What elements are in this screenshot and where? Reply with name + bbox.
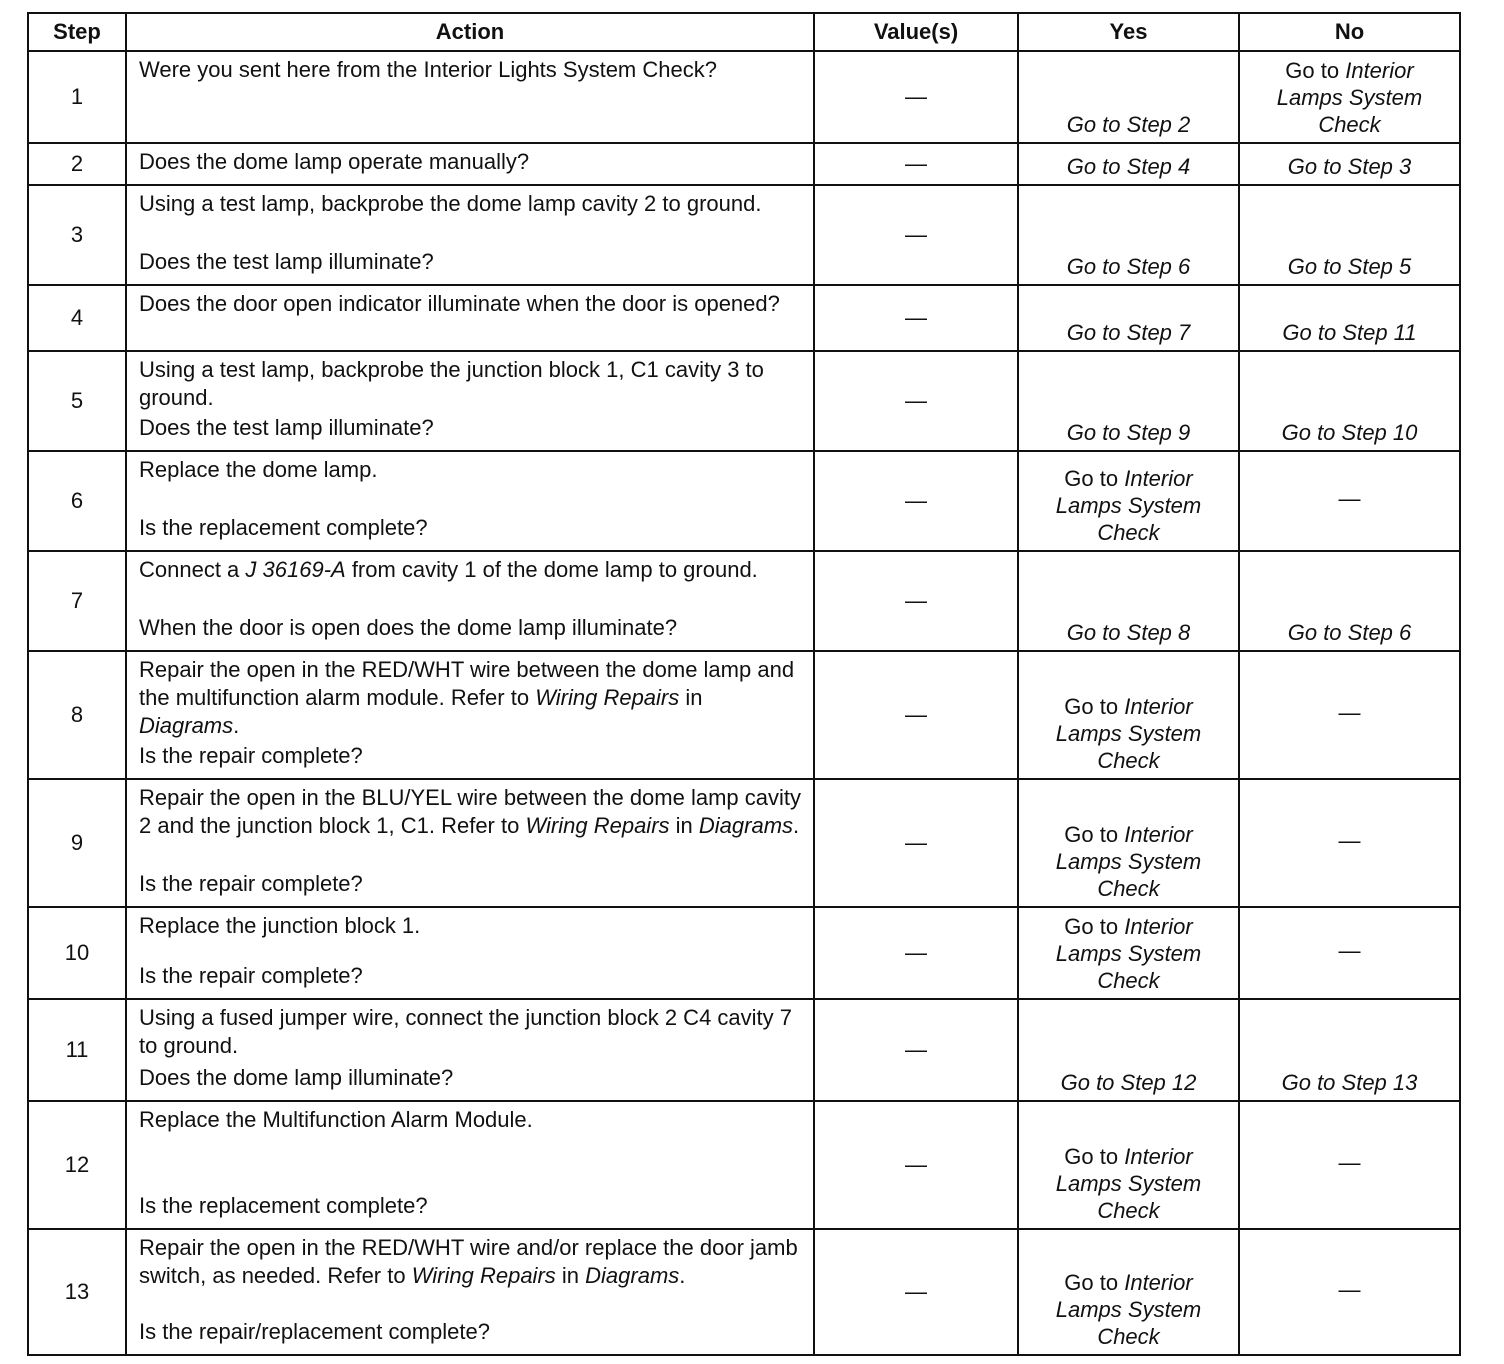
yes-link[interactable]: Go to Step 12 bbox=[1060, 1070, 1197, 1095]
yes-cell bbox=[1018, 651, 1239, 779]
step-number: 7 bbox=[28, 551, 126, 651]
yes-cell bbox=[1018, 551, 1239, 651]
value-cell: — bbox=[814, 143, 1018, 185]
action-reference: Wiring Repairs bbox=[525, 813, 670, 838]
table-row bbox=[28, 51, 1460, 143]
value-cell: — bbox=[814, 51, 1018, 143]
goto-text: Go to bbox=[1285, 58, 1346, 83]
value-cell: — bbox=[814, 651, 1018, 779]
action-text: Repair the open in the RED/WHT wire between the dome lamp and the multifunction alarm module. Refer to bbox=[139, 657, 795, 710]
step-number: 1 bbox=[28, 51, 126, 143]
goto-target: Interior Lamps System Check bbox=[1055, 914, 1202, 993]
action-text: in bbox=[669, 813, 699, 838]
goto-text: Go to bbox=[1064, 466, 1125, 491]
yes-link[interactable]: Go to Step 4 bbox=[1066, 154, 1191, 179]
table-body bbox=[28, 51, 1460, 1355]
action-text: Does the door open indicator illuminate when the door is opened? bbox=[139, 291, 780, 316]
yes-link[interactable] bbox=[1019, 693, 1238, 774]
value-cell: — bbox=[814, 1101, 1018, 1229]
action-instruction bbox=[139, 148, 805, 176]
action-question: Is the repair complete? bbox=[139, 963, 363, 988]
goto-text: Go to bbox=[1064, 1270, 1125, 1295]
yes-cell bbox=[1018, 1229, 1239, 1355]
action-cell bbox=[126, 51, 814, 143]
no-cell bbox=[1239, 143, 1460, 185]
yes-cell bbox=[1018, 285, 1239, 351]
goto-text: Go to bbox=[1064, 1144, 1125, 1169]
action-instruction bbox=[139, 1234, 805, 1290]
action-question: Is the repair complete? bbox=[139, 871, 363, 896]
no-cell bbox=[1239, 907, 1460, 999]
action-cell bbox=[126, 285, 814, 351]
yes-cell bbox=[1018, 451, 1239, 551]
value-cell: — bbox=[814, 907, 1018, 999]
action-instruction bbox=[139, 56, 805, 84]
value-cell: — bbox=[814, 351, 1018, 451]
action-question: Is the repair/replacement complete? bbox=[139, 1319, 490, 1344]
action-cell bbox=[126, 651, 814, 779]
value-cell: — bbox=[814, 779, 1018, 907]
no-cell bbox=[1239, 551, 1460, 651]
step-number: 12 bbox=[28, 1101, 126, 1229]
no-link[interactable]: Go to Step 11 bbox=[1282, 320, 1417, 345]
value-cell: — bbox=[814, 185, 1018, 285]
action-text: Repair the open in the BLU/YEL wire between the dome lamp cavity 2 and the junction block 1, C1. Refer to bbox=[139, 785, 801, 838]
table-row bbox=[28, 285, 1460, 351]
table-row bbox=[28, 907, 1460, 999]
no-cell bbox=[1239, 285, 1460, 351]
yes-cell bbox=[1018, 1101, 1239, 1229]
goto-target: Interior Lamps System Check bbox=[1276, 58, 1423, 137]
action-question: Is the replacement complete? bbox=[139, 1193, 428, 1218]
step-number: 3 bbox=[28, 185, 126, 285]
action-text: Using a fused jumper wire, connect the junction block 2 C4 cavity 7 to ground. bbox=[139, 1005, 792, 1058]
step-number: 10 bbox=[28, 907, 126, 999]
header-step: Step bbox=[28, 13, 126, 51]
yes-link[interactable]: Go to Step 7 bbox=[1066, 320, 1191, 345]
value-cell: — bbox=[814, 551, 1018, 651]
action-instruction bbox=[139, 556, 805, 584]
action-reference: Diagrams bbox=[139, 713, 234, 738]
action-instruction bbox=[139, 912, 805, 940]
value-cell: — bbox=[814, 451, 1018, 551]
yes-link[interactable] bbox=[1019, 1143, 1238, 1224]
goto-text: Go to bbox=[1064, 914, 1125, 939]
action-text: Replace the Multifunction Alarm Module. bbox=[139, 1107, 533, 1132]
no-dash: — bbox=[1338, 1277, 1361, 1302]
table-row bbox=[28, 1229, 1460, 1355]
table-row bbox=[28, 999, 1460, 1101]
action-instruction bbox=[139, 784, 805, 840]
step-number: 13 bbox=[28, 1229, 126, 1355]
yes-link[interactable]: Go to Step 2 bbox=[1066, 112, 1191, 137]
table-row bbox=[28, 651, 1460, 779]
action-instruction bbox=[139, 190, 805, 218]
step-number: 2 bbox=[28, 143, 126, 185]
action-instruction bbox=[139, 1004, 805, 1060]
action-reference: Wiring Repairs bbox=[411, 1263, 556, 1288]
action-instruction bbox=[139, 290, 805, 318]
table-row bbox=[28, 185, 1460, 285]
action-cell bbox=[126, 185, 814, 285]
header-no: No bbox=[1239, 13, 1460, 51]
no-cell bbox=[1239, 1229, 1460, 1355]
yes-cell bbox=[1018, 907, 1239, 999]
yes-link[interactable] bbox=[1019, 1269, 1238, 1350]
no-link[interactable]: Go to Step 3 bbox=[1287, 154, 1412, 179]
action-text: Replace the junction block 1. bbox=[139, 913, 421, 938]
action-text: Connect a bbox=[139, 557, 246, 582]
table-row bbox=[28, 779, 1460, 907]
action-cell bbox=[126, 1101, 814, 1229]
table-row bbox=[28, 551, 1460, 651]
action-instruction bbox=[139, 356, 805, 412]
action-reference: Diagrams bbox=[698, 813, 794, 838]
value-cell: — bbox=[814, 999, 1018, 1101]
yes-cell bbox=[1018, 143, 1239, 185]
yes-link[interactable]: Go to Step 8 bbox=[1066, 620, 1191, 645]
step-number: 8 bbox=[28, 651, 126, 779]
action-text: Replace the dome lamp. bbox=[139, 457, 378, 482]
action-cell bbox=[126, 1229, 814, 1355]
yes-cell bbox=[1018, 51, 1239, 143]
action-text: Repair the open in the RED/WHT wire and/or replace the door jamb switch, as needed. Refer to bbox=[139, 1235, 798, 1288]
table-row bbox=[28, 143, 1460, 185]
action-question: Does the test lamp illuminate? bbox=[139, 249, 434, 274]
action-text: . bbox=[233, 713, 240, 738]
yes-link[interactable] bbox=[1019, 465, 1238, 546]
no-link[interactable]: Go to Step 5 bbox=[1287, 254, 1412, 279]
action-cell bbox=[126, 451, 814, 551]
no-dash: — bbox=[1338, 938, 1361, 963]
no-link[interactable]: Go to Step 6 bbox=[1287, 620, 1412, 645]
no-link[interactable]: Go to Step 10 bbox=[1281, 420, 1418, 445]
action-cell bbox=[126, 907, 814, 999]
action-question: Does the test lamp illuminate? bbox=[139, 415, 434, 440]
action-instruction bbox=[139, 1106, 805, 1134]
goto-text: Go to bbox=[1064, 822, 1125, 847]
action-text: in bbox=[679, 685, 703, 710]
no-dash: — bbox=[1338, 700, 1361, 725]
header-value: Value(s) bbox=[814, 13, 1018, 51]
action-cell bbox=[126, 999, 814, 1101]
action-cell bbox=[126, 351, 814, 451]
no-cell bbox=[1239, 779, 1460, 907]
step-number: 5 bbox=[28, 351, 126, 451]
goto-target: Interior Lamps System Check bbox=[1055, 466, 1202, 545]
yes-cell bbox=[1018, 351, 1239, 451]
no-dash: — bbox=[1338, 1150, 1361, 1175]
action-reference: Wiring Repairs bbox=[535, 685, 680, 710]
action-question: Is the repair complete? bbox=[139, 743, 363, 768]
goto-target: Interior Lamps System Check bbox=[1055, 1144, 1202, 1223]
no-link[interactable]: Go to Step 13 bbox=[1281, 1070, 1418, 1095]
action-text: in bbox=[555, 1263, 586, 1288]
step-number: 9 bbox=[28, 779, 126, 907]
no-dash: — bbox=[1338, 486, 1361, 511]
header-action: Action bbox=[126, 13, 814, 51]
action-cell bbox=[126, 143, 814, 185]
action-text: Were you sent here from the Interior Lights System Check? bbox=[139, 57, 717, 82]
goto-target: Interior Lamps System Check bbox=[1055, 822, 1202, 901]
action-text: Using a test lamp, backprobe the junction block 1, C1 cavity 3 to ground. bbox=[139, 357, 764, 410]
no-cell bbox=[1239, 999, 1460, 1101]
header-yes: Yes bbox=[1018, 13, 1239, 51]
step-number: 6 bbox=[28, 451, 126, 551]
step-number: 11 bbox=[28, 999, 126, 1101]
yes-cell bbox=[1018, 779, 1239, 907]
yes-cell bbox=[1018, 185, 1239, 285]
goto-target: Interior Lamps System Check bbox=[1055, 694, 1202, 773]
action-text: . bbox=[679, 1263, 686, 1288]
value-cell: — bbox=[814, 285, 1018, 351]
no-link[interactable] bbox=[1240, 57, 1459, 138]
action-text: Does the dome lamp operate manually? bbox=[139, 149, 530, 174]
no-cell bbox=[1239, 651, 1460, 779]
yes-link[interactable]: Go to Step 6 bbox=[1066, 254, 1191, 279]
action-cell bbox=[126, 551, 814, 651]
header-row bbox=[28, 13, 1460, 51]
yes-link[interactable] bbox=[1019, 913, 1238, 994]
action-instruction bbox=[139, 456, 805, 484]
action-text: Using a test lamp, backprobe the dome lamp cavity 2 to ground. bbox=[139, 191, 762, 216]
action-text: from cavity 1 of the dome lamp to ground. bbox=[345, 557, 758, 582]
table-row bbox=[28, 1101, 1460, 1229]
yes-link[interactable] bbox=[1019, 821, 1238, 902]
action-reference: J 36169-A bbox=[245, 557, 346, 582]
action-cell bbox=[126, 779, 814, 907]
no-cell bbox=[1239, 351, 1460, 451]
no-cell bbox=[1239, 451, 1460, 551]
action-instruction bbox=[139, 656, 805, 740]
diagnostic-table bbox=[27, 12, 1461, 1356]
step-number: 4 bbox=[28, 285, 126, 351]
no-cell bbox=[1239, 51, 1460, 143]
action-text: . bbox=[793, 813, 800, 838]
yes-link[interactable]: Go to Step 9 bbox=[1066, 420, 1191, 445]
goto-text: Go to bbox=[1064, 694, 1125, 719]
table-row bbox=[28, 451, 1460, 551]
yes-cell bbox=[1018, 999, 1239, 1101]
action-reference: Diagrams bbox=[585, 1263, 680, 1288]
action-question: When the door is open does the dome lamp illuminate? bbox=[139, 615, 678, 640]
value-cell: — bbox=[814, 1229, 1018, 1355]
table-row bbox=[28, 351, 1460, 451]
goto-target: Interior Lamps System Check bbox=[1055, 1270, 1202, 1349]
no-cell bbox=[1239, 185, 1460, 285]
no-dash: — bbox=[1338, 828, 1361, 853]
no-cell bbox=[1239, 1101, 1460, 1229]
action-question: Is the replacement complete? bbox=[139, 515, 428, 540]
action-question: Does the dome lamp illuminate? bbox=[139, 1065, 454, 1090]
